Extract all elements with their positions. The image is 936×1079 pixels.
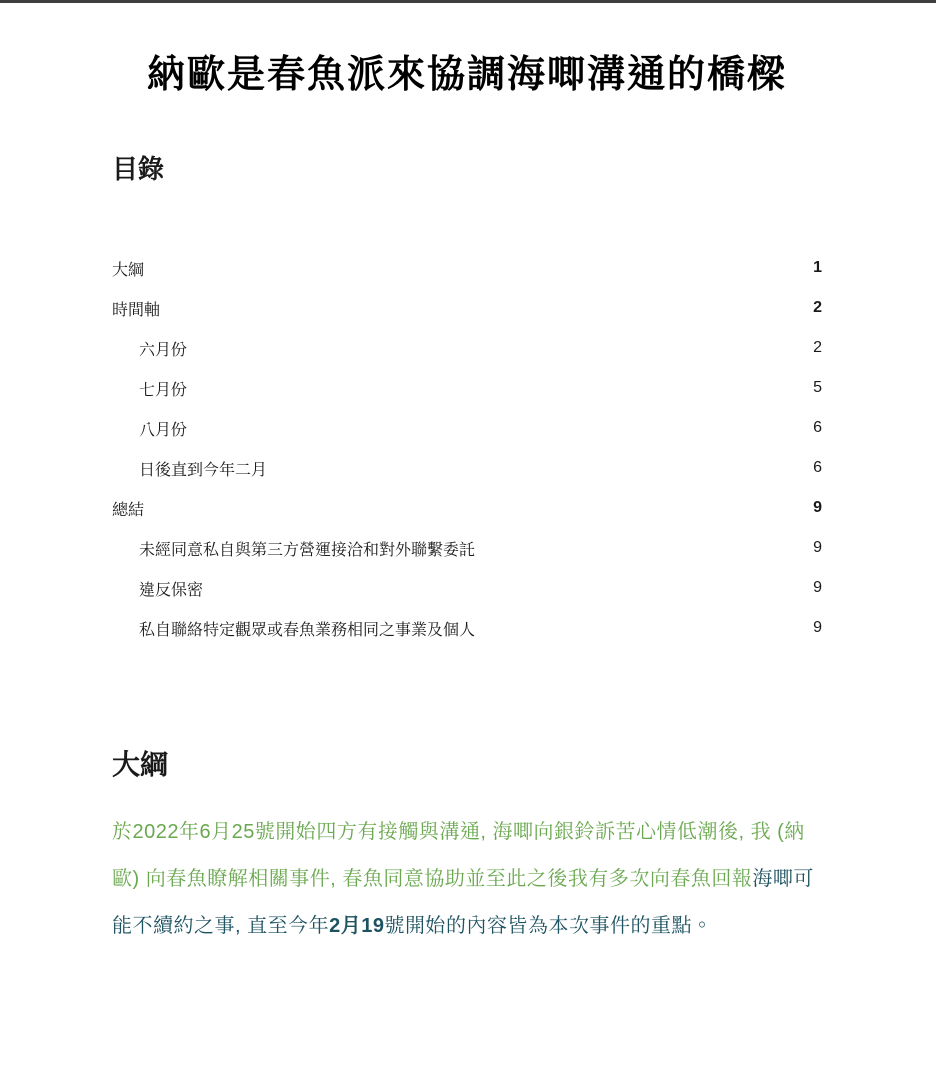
toc-entry-label[interactable]: 六月份 [139,341,188,359]
toc-entry-label[interactable]: 私自聯絡特定觀眾或春魚業務相同之事業及個人 [139,621,476,639]
toc-entry-label[interactable]: 八月份 [139,421,188,439]
toc-list [112,248,822,648]
page-title: 納歐是春魚派來協調海唧溝通的橋樑 [146,54,787,96]
toc-row[interactable] [112,408,822,448]
toc-row[interactable] [112,568,822,608]
text-segment: 號開始的內容皆為本次事件的重點。 [384,915,713,937]
toc-page-number: 2 [813,339,822,356]
toc-row[interactable] [112,448,822,488]
toc-row[interactable] [112,608,822,648]
overview-paragraph [112,809,822,950]
toc-entry-label[interactable]: 日後直到今年二月 [139,461,268,479]
text-segment: 於2022年6月25號開始四方有接觸與溝通, 海唧向銀鈴訴苦心情低潮後, 我 (納歐) 向春魚瞭解相關事件, 春魚同意協助並至此之後我有多次向春魚回報 [112,821,805,890]
toc-page-number: 6 [813,459,822,476]
text-segment: 海唧可能不續約之事, 直至今年 [112,868,814,937]
toc-page-number: 9 [813,619,822,636]
section-heading-overview: 大綱 [112,749,169,780]
toc-page-number: 9 [813,579,822,596]
toc-page-number: 2 [813,299,822,316]
toc-entry-label[interactable]: 大綱 [112,261,145,279]
toc-row[interactable] [112,488,822,528]
toc-row[interactable] [112,248,822,288]
toc-page-number: 9 [813,539,822,556]
toc-row[interactable] [112,328,822,368]
toc-row[interactable] [112,528,822,568]
toc-entry-label[interactable]: 時間軸 [112,301,161,319]
toc-row[interactable] [112,368,822,408]
toc-entry-label[interactable]: 未經同意私自與第三方營運接洽和對外聯繫委託 [139,541,476,559]
toc-entry-label[interactable]: 七月份 [139,381,188,399]
toc-heading: 目錄 [112,154,165,184]
toc-page-number: 5 [813,379,822,396]
toc-page-number: 6 [813,419,822,436]
toc-row[interactable] [112,288,822,328]
toc-entry-label[interactable]: 違反保密 [139,581,204,599]
text-segment: 2月19 [329,915,385,937]
document-page [0,52,936,950]
window-top-border [0,0,936,3]
toc-page-number: 9 [813,499,822,516]
toc-page-number: 1 [813,259,822,276]
toc-entry-label[interactable]: 總結 [112,501,145,519]
